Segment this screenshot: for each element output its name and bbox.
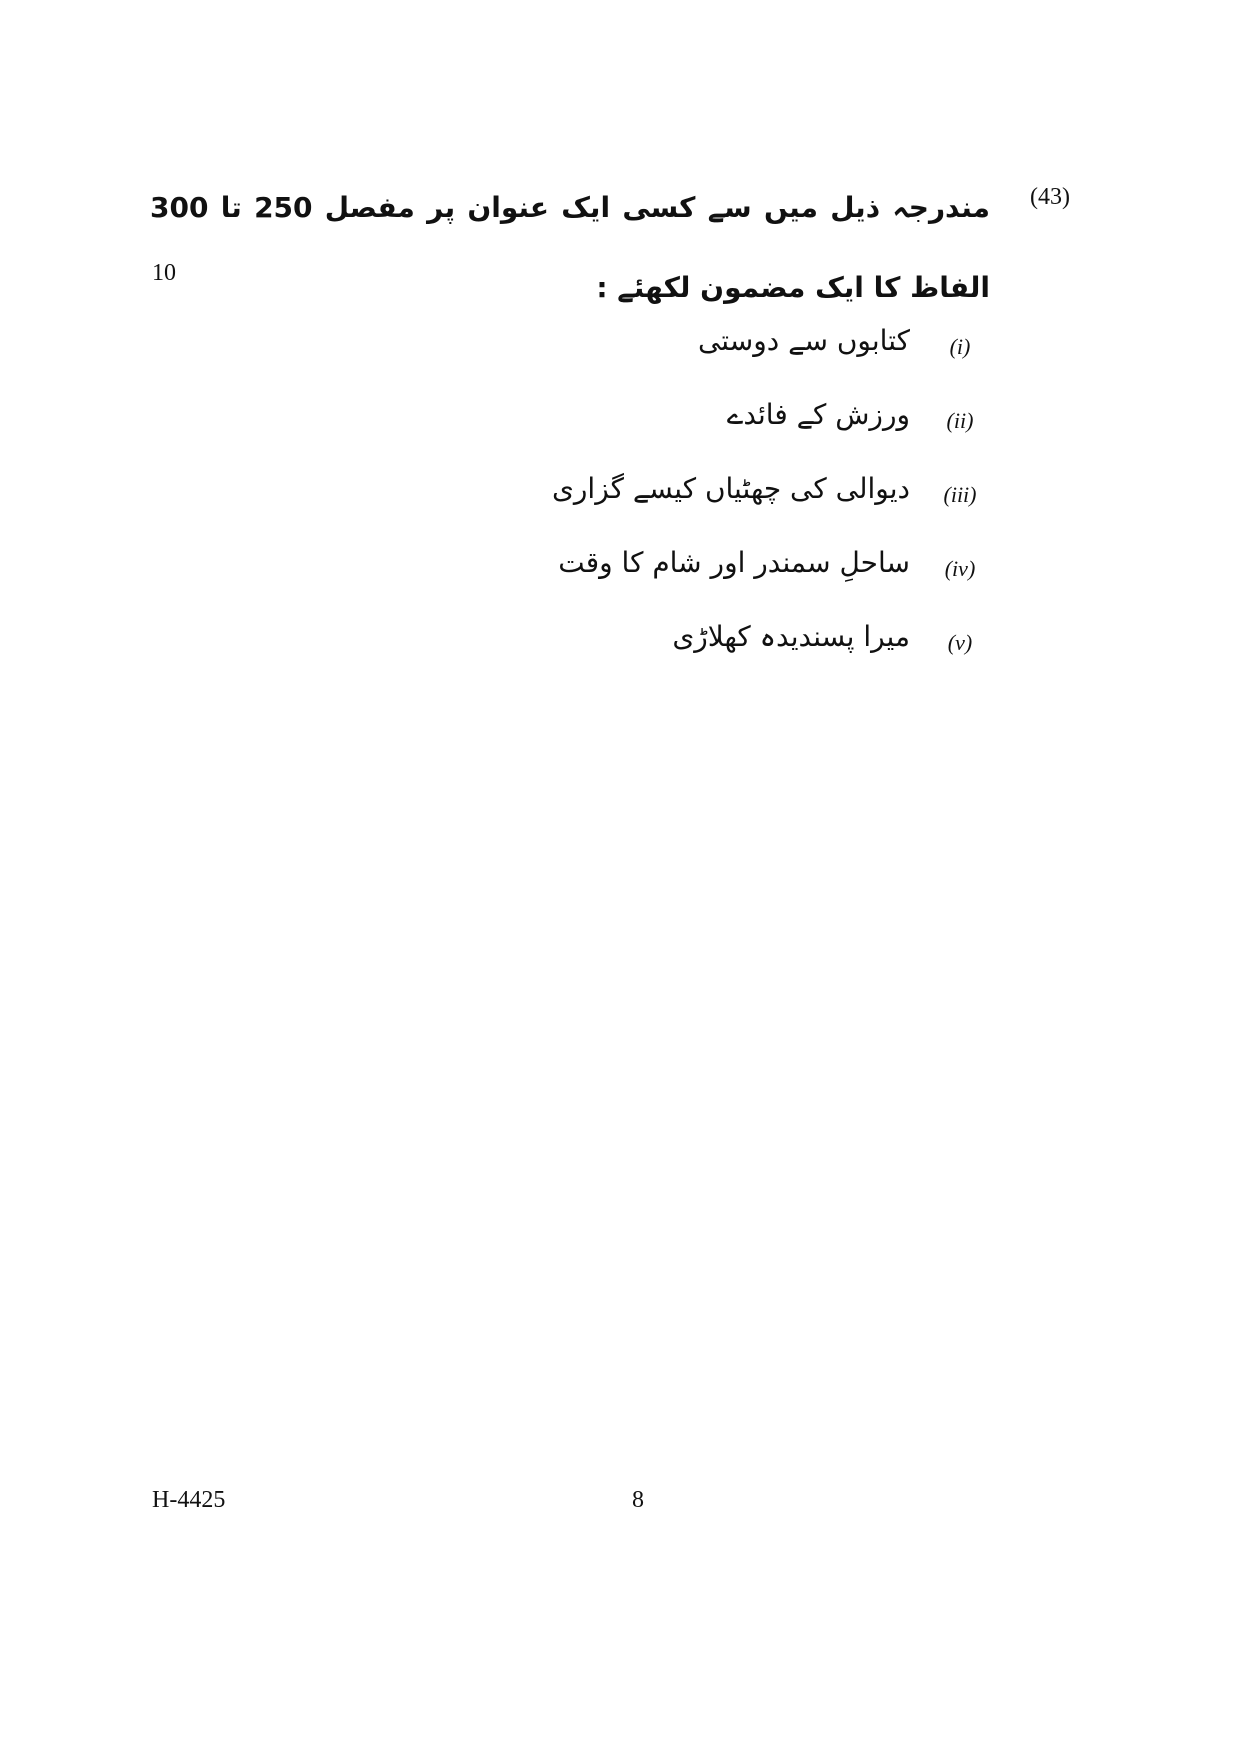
page-number: 8 <box>632 1487 644 1513</box>
essay-topic-text: ساحلِ سمندر اور شام کا وقت <box>558 546 910 579</box>
question-text: مندرجہ ذیل میں سے کسی ایک عنوان پر مفصل 250 تا 300 الفاظ کا ایک مضمون لکھئے : <box>150 191 990 304</box>
essay-topic-text: دیوالی کی چھٹیاں کیسے گزاری <box>551 472 910 505</box>
essay-topic-text: میرا پسندیدہ کھلاڑی <box>672 620 910 653</box>
question-marks: 10 <box>152 260 176 286</box>
essay-topic-text: کتابوں سے دوستی <box>697 324 910 357</box>
essay-topic-item <box>520 540 990 614</box>
essay-topic-text: ورزش کے فائدے <box>726 398 910 431</box>
essay-topic-label: (iv) <box>944 556 976 581</box>
question-number: (43) <box>1030 184 1070 210</box>
essay-topic-item <box>520 614 990 688</box>
essay-topic-item <box>520 318 990 392</box>
paper-code: H-4425 <box>152 1487 226 1513</box>
essay-topic-item <box>520 392 990 466</box>
essay-topic-list <box>520 318 990 688</box>
essay-topic-label: (v) <box>947 630 973 655</box>
essay-topic-label: (i) <box>949 334 971 359</box>
essay-topic-label: (ii) <box>946 408 974 433</box>
essay-topic-label: (iii) <box>943 482 977 507</box>
essay-topic-item <box>520 466 990 540</box>
